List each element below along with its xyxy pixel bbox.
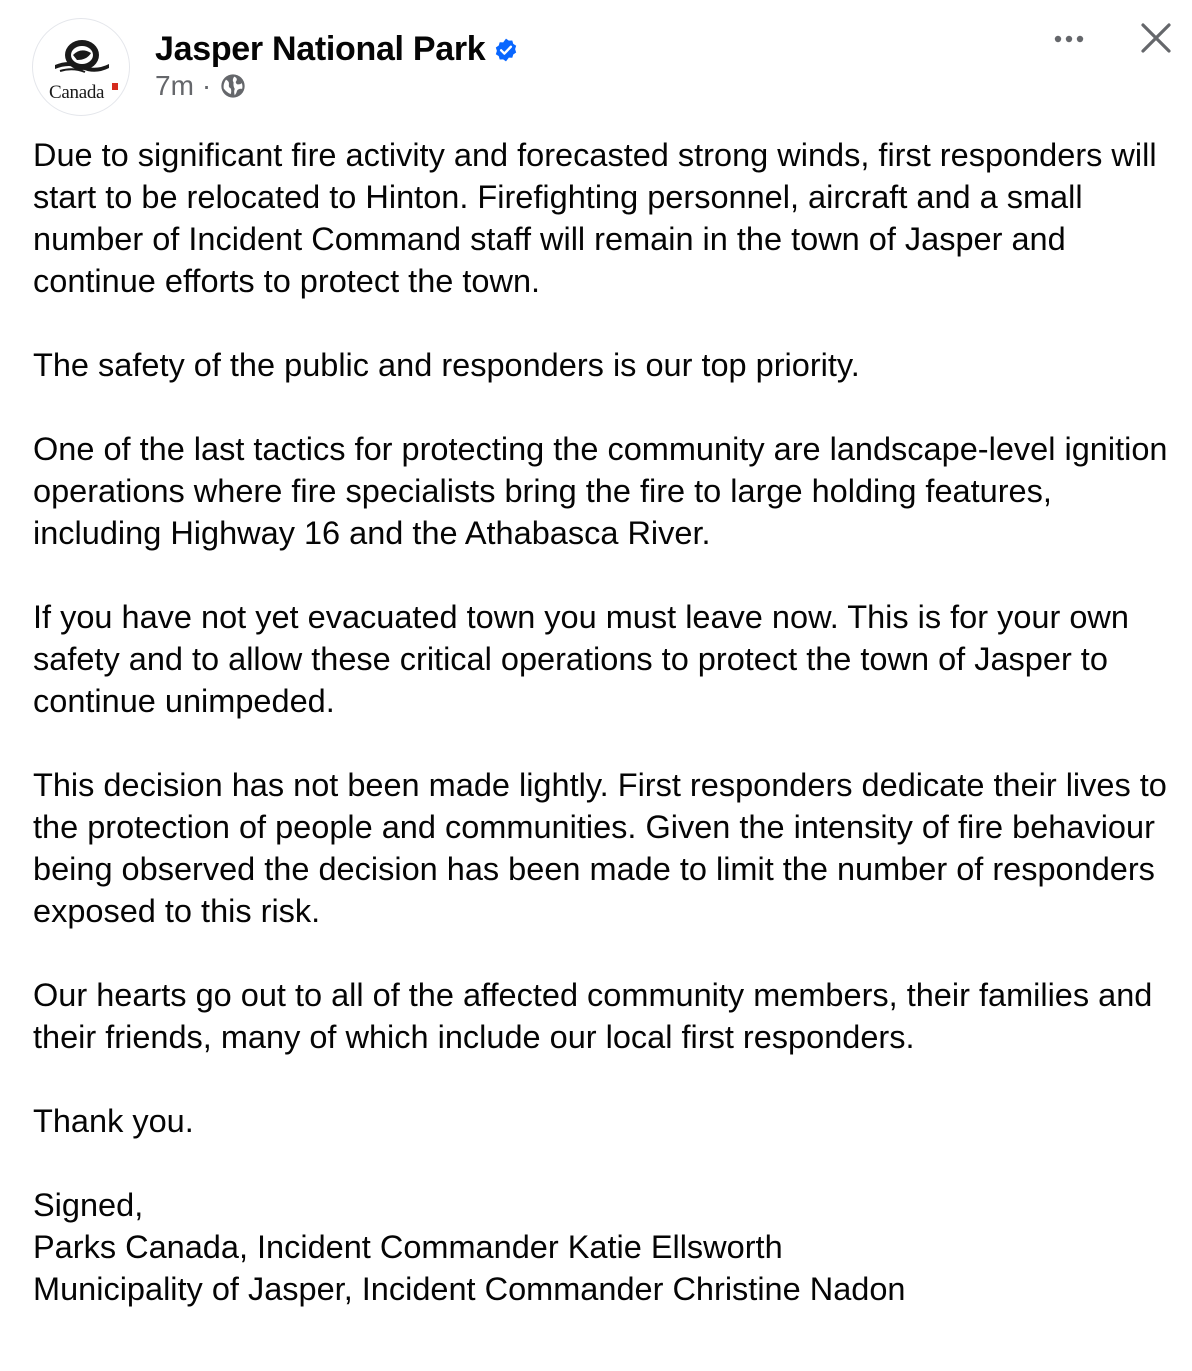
signature-block [33, 1184, 1183, 1310]
avatar[interactable] [32, 18, 130, 116]
post-timestamp[interactable]: 7m [155, 70, 194, 101]
post-header [0, 0, 1192, 120]
post-paragraph: Due to significant fire activity and forecasted strong winds, first responders will start to be relocated to Hinton. Firefighting personnel, aircraft and a small number of Incident Command staff will remain in the town of Jasper and continue efforts to protect the town. [33, 137, 1157, 299]
post-meta [155, 70, 247, 102]
globe-icon[interactable] [219, 72, 247, 100]
post-body [33, 134, 1183, 1310]
post-paragraph: If you have not yet evacuated town you must leave now. This is for your own safety and to allow these critical operations to protect the town of Jasper to continue unimpeded. [33, 599, 1129, 719]
more-options-button[interactable] [1046, 22, 1092, 56]
verified-badge-icon [493, 37, 519, 63]
post-paragraph: The safety of the public and responders is our top priority. [33, 347, 860, 383]
page-name-text[interactable]: Jasper National Park [155, 30, 486, 68]
more-options-icon [1046, 22, 1092, 56]
signature-line: Municipality of Jasper, Incident Commander Christine Nadon [33, 1271, 906, 1307]
post-paragraph: Our hearts go out to all of the affected community members, their families and their friends, many of which include our local first responders. [33, 977, 1153, 1055]
meta-separator: · [201, 70, 212, 101]
close-icon [1136, 18, 1176, 58]
canada-wordmark: Canada [49, 82, 105, 103]
page-name[interactable] [155, 30, 519, 69]
signature-line: Parks Canada, Incident Commander Katie Ellsworth [33, 1229, 783, 1265]
signature-intro: Signed, [33, 1187, 144, 1223]
post-paragraph: One of the last tactics for protecting the community are landscape-level ignition operations where fire specialists bring the fire to large holding features, including Highway 16 and the Athabasca River. [33, 431, 1168, 551]
post-paragraph: This decision has not been made lightly. First responders dedicate their lives to the protection of people and communities. Given the intensity of fire behaviour being observed the decision has been made to limit the number of responders exposed to this risk. [33, 767, 1167, 929]
post-paragraph: Thank you. [33, 1103, 194, 1139]
close-button[interactable] [1136, 18, 1176, 58]
